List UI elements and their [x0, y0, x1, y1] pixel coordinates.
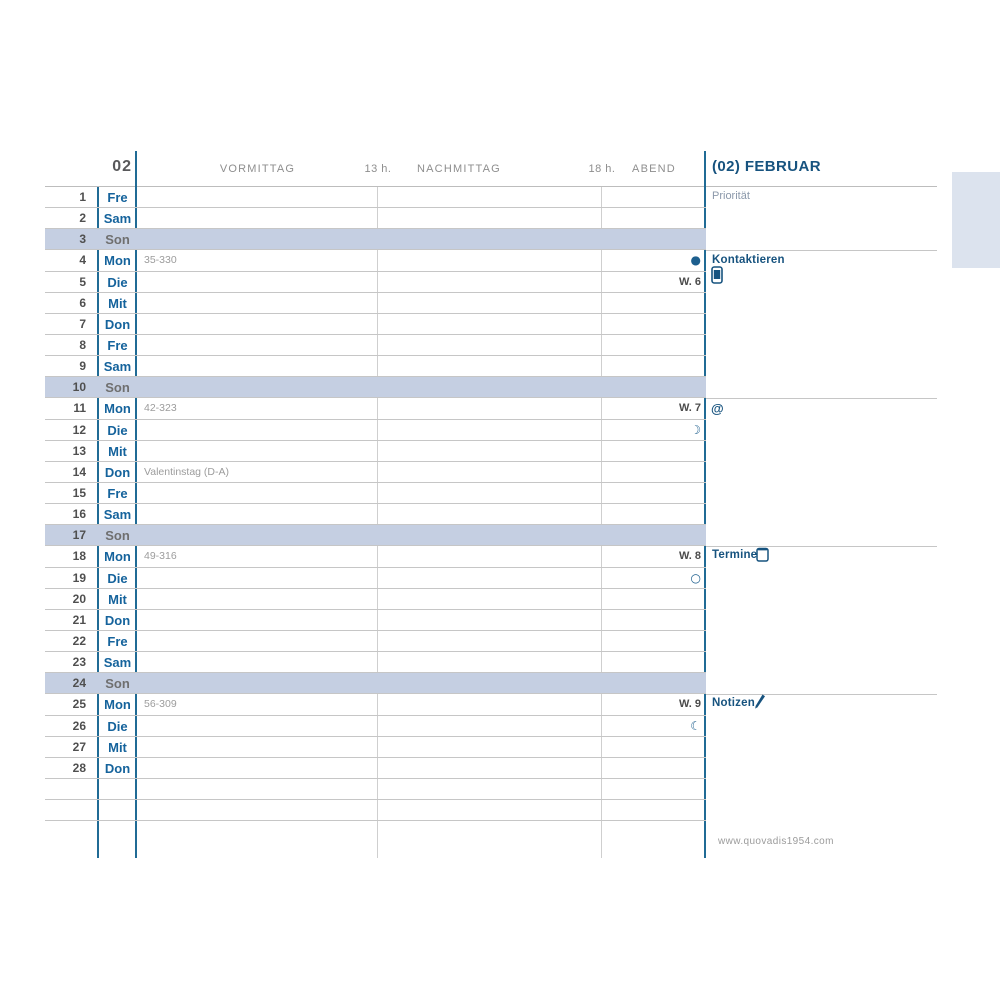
calendar-row — [45, 229, 706, 250]
day-name: Fre — [107, 485, 128, 501]
vormittag-cell — [137, 546, 378, 566]
calendar-row — [45, 314, 706, 335]
day-name: Fre — [107, 337, 128, 353]
week-number: W. 9 — [678, 698, 701, 711]
vormittag-cell — [137, 187, 378, 207]
vormittag-cell — [137, 462, 378, 482]
day-number: 22 — [72, 633, 86, 648]
calendar-row — [45, 377, 706, 398]
day-number: 8 — [79, 337, 86, 352]
calendar-row — [45, 272, 706, 293]
nachmittag-cell — [378, 716, 602, 736]
sidebar-section-termine: Termine — [712, 549, 758, 561]
day-name: Son — [105, 380, 130, 396]
vormittag-cell — [137, 716, 378, 736]
calendar-row — [45, 483, 706, 504]
abend-cell — [602, 546, 706, 566]
day-number: 23 — [72, 655, 86, 670]
day-number: 6 — [79, 295, 86, 310]
calendar-row — [45, 441, 706, 462]
vormittag-cell — [137, 631, 378, 651]
abend-cell — [602, 441, 706, 461]
day-name: Sam — [103, 359, 132, 375]
nachmittag-cell — [378, 208, 602, 228]
day-number: 7 — [79, 316, 86, 331]
vormittag-cell — [137, 441, 378, 461]
day-number: 3 — [79, 232, 86, 247]
vormittag-cell — [137, 610, 378, 630]
abend-cell — [602, 821, 706, 857]
day-name: Don — [104, 612, 131, 628]
day-name: Mon — [104, 549, 131, 565]
day-number: 1 — [79, 190, 86, 204]
abend-cell — [602, 356, 706, 376]
moon-phase-icon: ☽ — [690, 422, 701, 437]
nachmittag-cell — [378, 187, 602, 207]
nachmittag-cell — [378, 610, 602, 630]
abend-cell — [602, 398, 706, 418]
calendar-row — [45, 398, 706, 419]
day-number: 25 — [72, 697, 86, 712]
phone-icon — [711, 266, 724, 285]
day-name: Mit — [108, 739, 127, 755]
abend-cell — [602, 568, 706, 588]
day-name: Sam — [103, 507, 132, 523]
day-name: Son — [105, 232, 130, 248]
day-note: 42-323 — [144, 402, 177, 415]
day-number: 9 — [79, 359, 86, 374]
nachmittag-cell — [378, 652, 602, 672]
abend-cell — [602, 462, 706, 482]
vormittag-cell — [137, 356, 378, 376]
day-name: Don — [104, 464, 131, 480]
abend-cell — [602, 250, 706, 270]
vormittag-cell — [137, 652, 378, 672]
day-note: 56-309 — [144, 698, 177, 711]
nachmittag-cell — [378, 673, 602, 693]
column-header-vormittag: VORMITTAG — [219, 163, 296, 175]
calendar-row — [45, 694, 706, 715]
day-name: Die — [107, 570, 128, 586]
day-number: 28 — [72, 760, 86, 775]
sidebar-divider — [706, 398, 937, 399]
vormittag-cell — [137, 293, 378, 313]
day-name: Fre — [107, 633, 128, 649]
calendar-row — [45, 652, 706, 673]
day-number: 24 — [72, 676, 86, 691]
day-number: 4 — [79, 253, 86, 268]
calendar-row — [45, 250, 706, 271]
moon-phase-icon: ☾ — [690, 718, 701, 733]
day-number: 16 — [72, 507, 86, 522]
abend-cell — [602, 779, 706, 799]
day-name: Mon — [104, 401, 131, 417]
nachmittag-cell — [378, 631, 602, 651]
vormittag-cell — [137, 335, 378, 355]
vormittag-cell — [137, 589, 378, 609]
vormittag-cell — [137, 420, 378, 440]
calendar-row-blank — [45, 800, 706, 821]
calendar-grid — [45, 187, 706, 857]
day-number — [45, 800, 98, 820]
day-name: Mit — [108, 591, 127, 607]
sidebar-section-prioritaet: Priorität — [712, 190, 750, 202]
day-name: Fre — [107, 190, 128, 205]
day-name: Mit — [108, 295, 127, 311]
calendar-row — [45, 589, 706, 610]
abend-cell — [602, 483, 706, 503]
abend-cell — [602, 293, 706, 313]
sidebar-section-email: @ — [711, 401, 724, 416]
calendar-row — [45, 335, 706, 356]
abend-cell — [602, 208, 706, 228]
abend-cell — [602, 377, 706, 397]
abend-cell — [602, 737, 706, 757]
day-name: Die — [107, 274, 128, 290]
sidebar-section-notizen: Notizen — [712, 697, 755, 709]
day-note: 49-316 — [144, 550, 177, 563]
day-name: Sam — [103, 211, 132, 227]
vormittag-cell — [137, 673, 378, 693]
calendar-row-blank — [45, 779, 706, 800]
day-note: Valentinstag (D-A) — [144, 465, 230, 478]
day-name — [98, 821, 137, 857]
nachmittag-cell — [378, 694, 602, 714]
calendar-row — [45, 525, 706, 546]
vormittag-cell — [137, 504, 378, 524]
day-number: 15 — [72, 485, 86, 500]
vormittag-cell — [137, 779, 378, 799]
day-number: 11 — [73, 401, 86, 416]
day-name: Sam — [103, 655, 132, 671]
day-number: 10 — [72, 380, 86, 395]
calendar-row — [45, 610, 706, 631]
vormittag-cell — [137, 758, 378, 778]
vormittag-cell — [137, 694, 378, 714]
abend-cell — [602, 652, 706, 672]
nachmittag-cell — [378, 568, 602, 588]
vormittag-cell — [137, 229, 378, 249]
abend-cell — [602, 187, 706, 207]
day-name: Die — [107, 422, 128, 438]
month-edge-tab — [952, 172, 1000, 268]
vormittag-cell — [137, 737, 378, 757]
abend-cell — [602, 716, 706, 736]
day-name — [98, 779, 137, 799]
day-name: Die — [107, 718, 128, 734]
nachmittag-cell — [378, 779, 602, 799]
day-name: Don — [104, 760, 131, 776]
day-number: 26 — [72, 718, 86, 733]
calendar-row — [45, 356, 706, 377]
column-header-nachmittag: NACHMITTAG — [417, 163, 501, 175]
nachmittag-cell — [378, 504, 602, 524]
calendar-row-blank — [45, 821, 706, 857]
day-name: Son — [105, 528, 130, 544]
day-number — [45, 779, 98, 799]
sidebar-divider — [706, 250, 937, 251]
day-number: 12 — [72, 422, 86, 437]
vormittag-cell — [137, 525, 378, 545]
calendar-row — [45, 462, 706, 483]
nachmittag-cell — [378, 293, 602, 313]
sidebar-section-kontaktieren: Kontaktieren — [712, 254, 785, 266]
column-header-abend: ABEND — [632, 163, 676, 175]
day-number: 19 — [72, 570, 86, 585]
day-number: 27 — [72, 739, 86, 754]
abend-cell — [602, 335, 706, 355]
abend-cell — [602, 800, 706, 820]
vormittag-cell — [137, 800, 378, 820]
day-name: Son — [105, 676, 130, 692]
nachmittag-cell — [378, 462, 602, 482]
pen-icon — [753, 693, 766, 710]
vormittag-cell — [137, 398, 378, 418]
calendar-row — [45, 187, 706, 208]
vormittag-cell — [137, 250, 378, 270]
day-number: 17 — [72, 528, 86, 543]
nachmittag-cell — [378, 758, 602, 778]
day-name: Mon — [104, 697, 131, 713]
vormittag-cell — [137, 314, 378, 334]
abend-cell — [602, 504, 706, 524]
nachmittag-cell — [378, 250, 602, 270]
nachmittag-cell — [378, 335, 602, 355]
column-header-18h: 18 h. — [588, 163, 616, 175]
abend-cell — [602, 229, 706, 249]
day-number: 18 — [72, 549, 86, 564]
moon-phase-icon: ○ — [690, 570, 701, 585]
nachmittag-cell — [378, 441, 602, 461]
abend-cell — [602, 589, 706, 609]
day-name: Don — [104, 316, 131, 332]
day-number — [45, 821, 98, 857]
vormittag-cell — [137, 568, 378, 588]
calendar-row — [45, 208, 706, 229]
day-number: 14 — [72, 464, 86, 479]
nachmittag-cell — [378, 525, 602, 545]
abend-cell — [602, 420, 706, 440]
calendar-row — [45, 546, 706, 567]
page-title: (02) FEBRUAR — [712, 158, 821, 175]
day-number: 20 — [72, 591, 86, 606]
calendar-row — [45, 758, 706, 779]
nachmittag-cell — [378, 398, 602, 418]
abend-cell — [602, 694, 706, 714]
calendar-row — [45, 568, 706, 589]
nachmittag-cell — [378, 821, 602, 857]
nachmittag-cell — [378, 377, 602, 397]
day-number: 5 — [79, 274, 86, 289]
vormittag-cell — [137, 208, 378, 228]
nachmittag-cell — [378, 314, 602, 334]
abend-cell — [602, 758, 706, 778]
day-number: 21 — [72, 612, 86, 627]
day-number: 2 — [79, 211, 86, 226]
column-header-13h: 13 h. — [364, 163, 392, 175]
nachmittag-cell — [378, 483, 602, 503]
vormittag-cell — [137, 483, 378, 503]
abend-cell — [602, 272, 706, 292]
abend-cell — [602, 525, 706, 545]
nachmittag-cell — [378, 229, 602, 249]
website-url: www.quovadis1954.com — [718, 836, 834, 847]
week-number: W. 6 — [678, 275, 701, 288]
day-number: 13 — [72, 443, 86, 458]
week-number: W. 7 — [678, 402, 701, 415]
day-note: 35-330 — [144, 254, 177, 267]
abend-cell — [602, 610, 706, 630]
nachmittag-cell — [378, 589, 602, 609]
calendar-row — [45, 716, 706, 737]
moon-phase-icon: ● — [690, 253, 701, 268]
nachmittag-cell — [378, 420, 602, 440]
nachmittag-cell — [378, 737, 602, 757]
calendar-row — [45, 631, 706, 652]
calendar-row — [45, 420, 706, 441]
abend-cell — [602, 631, 706, 651]
nachmittag-cell — [378, 272, 602, 292]
day-name — [98, 800, 137, 820]
nachmittag-cell — [378, 546, 602, 566]
abend-cell — [602, 314, 706, 334]
week-number: W. 8 — [678, 550, 701, 563]
calendar-row — [45, 737, 706, 758]
month-number: 02 — [112, 158, 132, 175]
calendar-row — [45, 673, 706, 694]
vormittag-cell — [137, 272, 378, 292]
vormittag-cell — [137, 377, 378, 397]
nachmittag-cell — [378, 800, 602, 820]
abend-cell — [602, 673, 706, 693]
calendar-row — [45, 504, 706, 525]
sidebar-divider — [706, 694, 937, 695]
day-name: Mon — [104, 253, 131, 269]
sidebar-divider — [706, 546, 937, 547]
calendar-row — [45, 293, 706, 314]
notepad-icon — [756, 546, 770, 562]
day-name: Mit — [108, 443, 127, 459]
vormittag-cell — [137, 821, 378, 857]
nachmittag-cell — [378, 356, 602, 376]
